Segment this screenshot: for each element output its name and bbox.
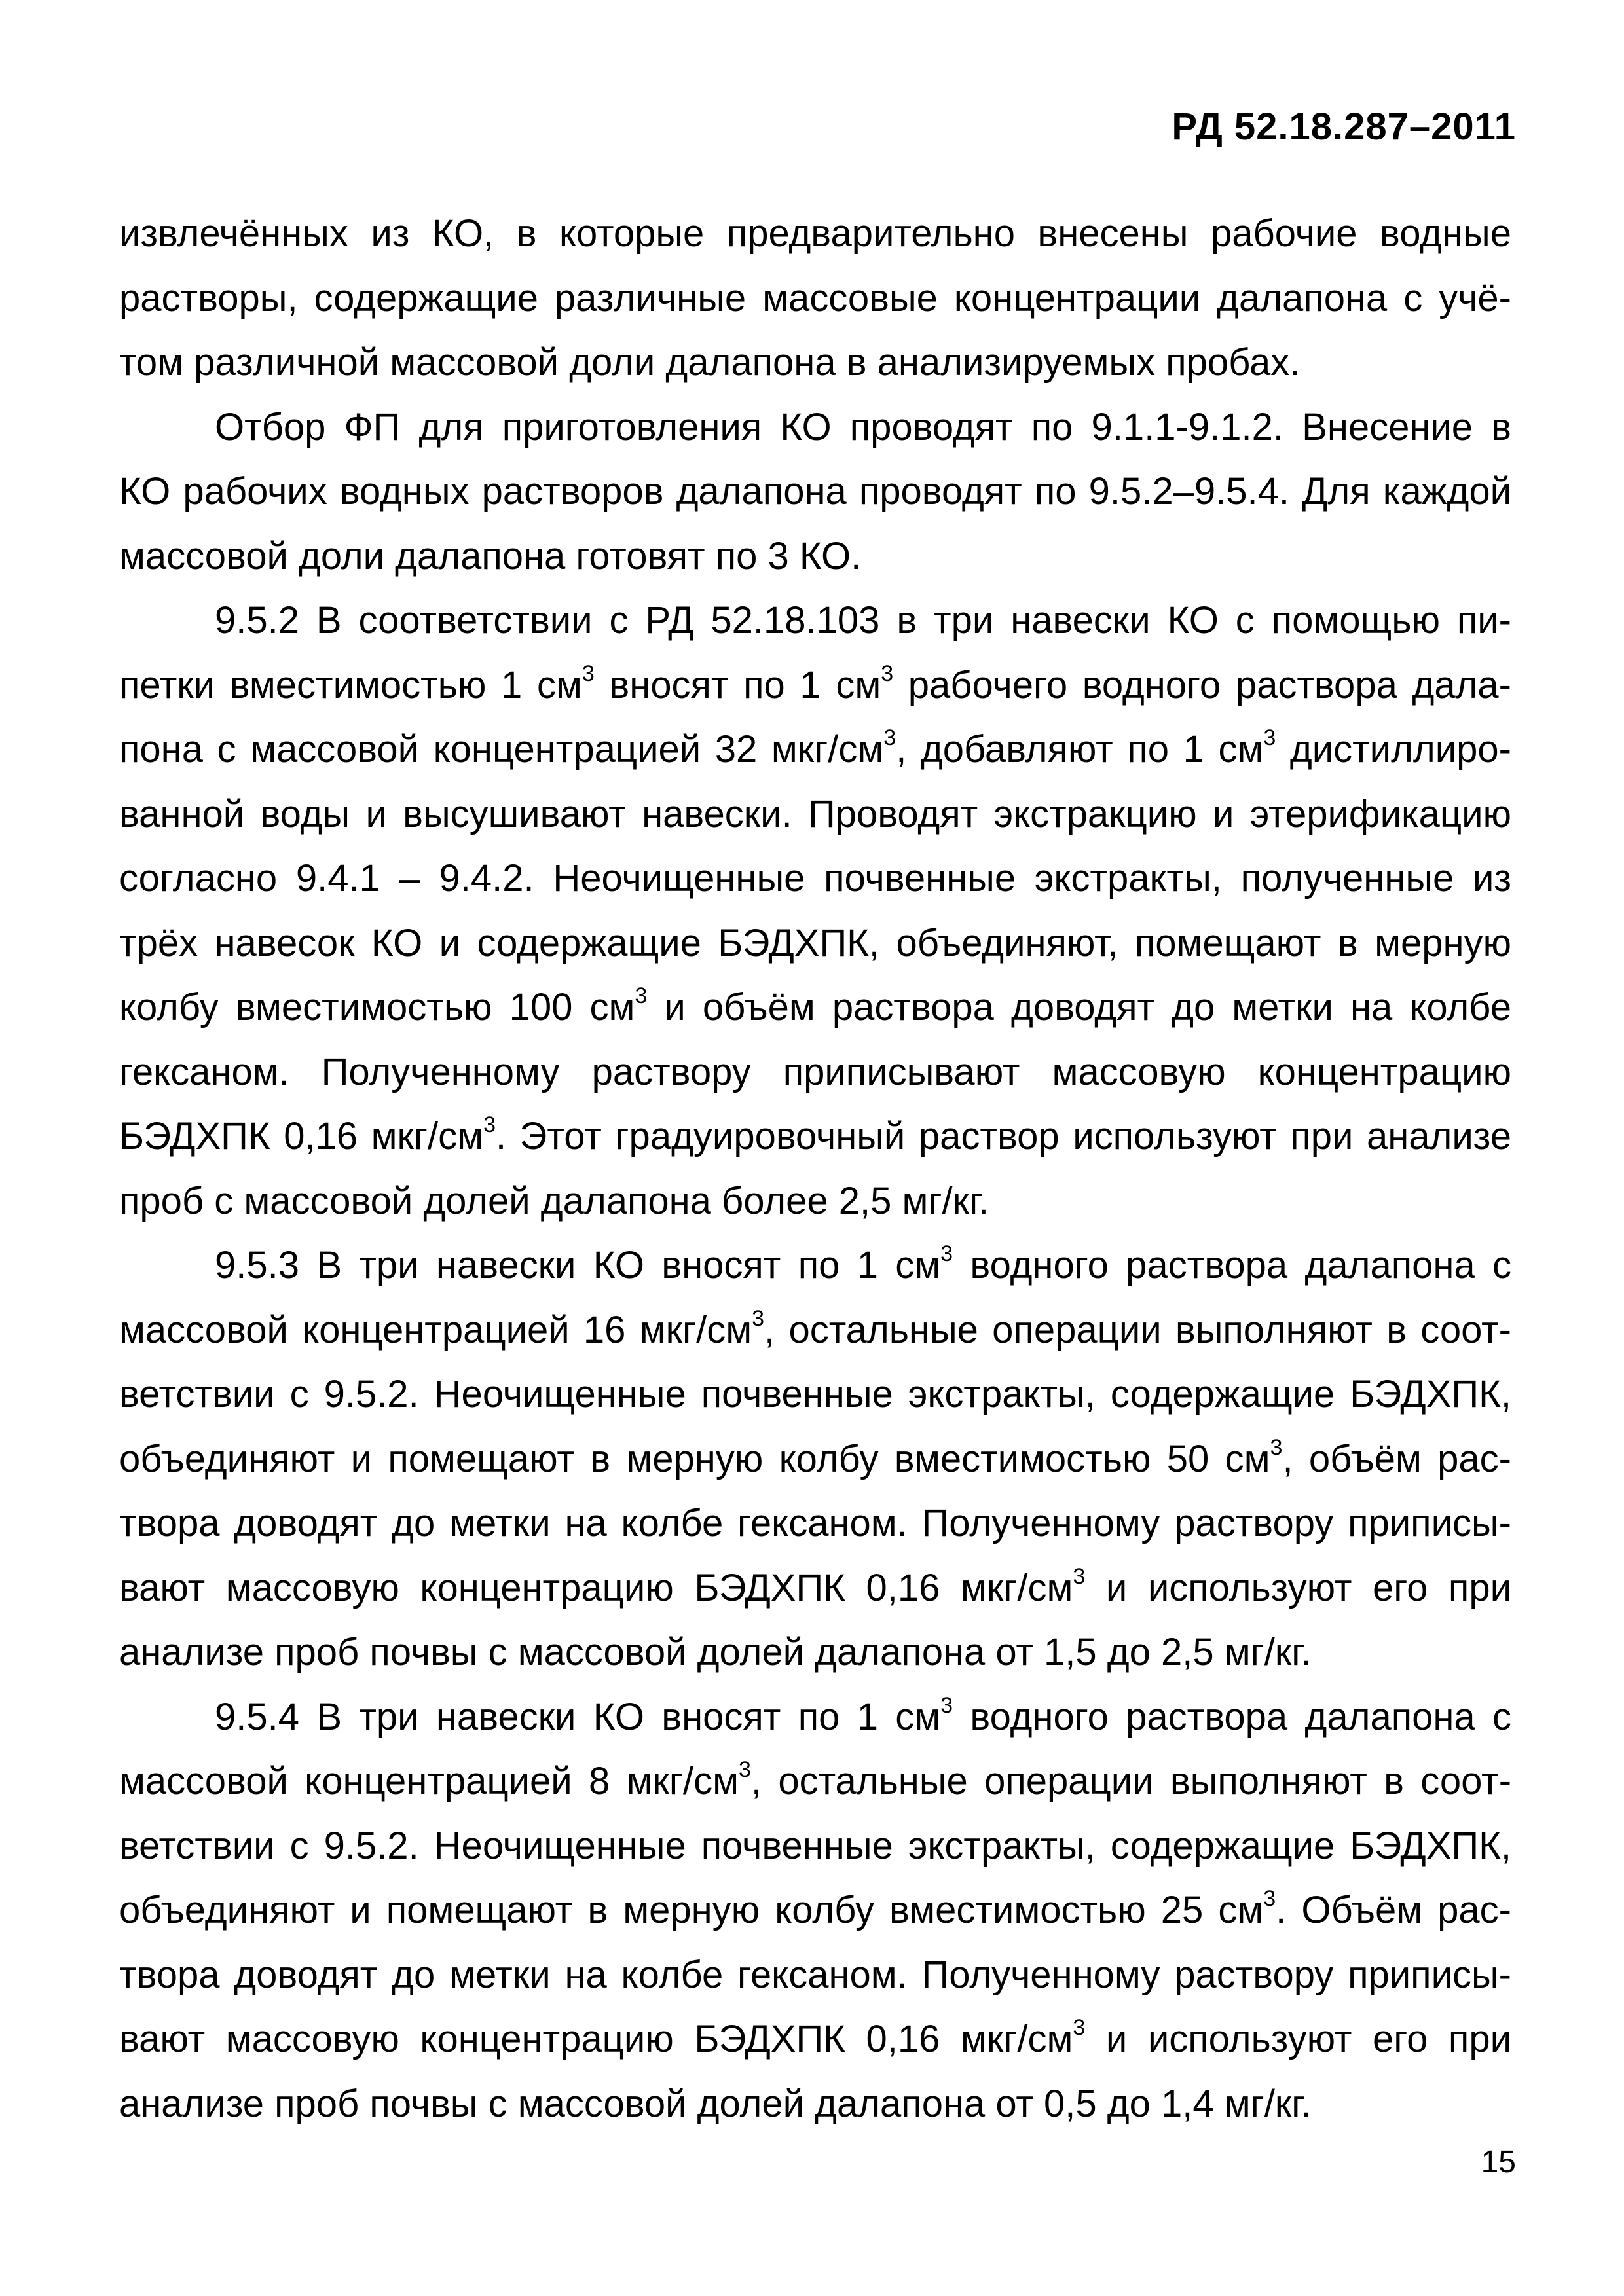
text-segment: . Объём рас-	[1276, 1889, 1511, 1931]
text-line: твора доводят до метки на колбе гексаном. Полученному раствору приписы-	[119, 1502, 1511, 1544]
text-segment: массовой концентрацией 8 мкг/см	[119, 1760, 739, 1802]
text-segment: объединяют и помещают в мерную колбу вместимостью 25 см	[119, 1889, 1264, 1931]
text-segment: вносят по 1 см	[594, 663, 881, 706]
text-line: 9.5.2 В соответствии с РД 52.18.103 в три навески КО с помощью пи-	[215, 599, 1511, 642]
text-line	[119, 975, 1511, 1040]
text-segment: БЭДХПК 0,16 мкг/см	[119, 1115, 484, 1157]
superscript: 3	[752, 1305, 765, 1331]
superscript: 3	[483, 1112, 496, 1137]
text-segment: и используют его при	[1085, 1566, 1511, 1609]
text-line: растворы, содержащие различные массовые концентрации далапона с учё-	[119, 276, 1511, 319]
text-line	[119, 1685, 1511, 1750]
superscript: 3	[1263, 1886, 1276, 1911]
text-line: извлечённых из КО, в которые предварительно внесены рабочие водные	[119, 212, 1511, 255]
text-line	[119, 1556, 1511, 1621]
text-segment: вают массовую концентрацию БЭДХПК 0,16 мкг/см	[119, 2018, 1073, 2060]
text-line	[119, 1427, 1511, 1492]
superscript: 3	[883, 725, 896, 750]
text-line: анализе проб почвы с массовой долей далапона от 0,5 до 1,4 мг/кг.	[119, 2082, 1312, 2125]
text-segment: пона с массовой концентрацией 32 мкг/см	[119, 728, 884, 771]
superscript: 3	[581, 661, 595, 686]
text-line: проб с массовой долей далапона более 2,5 мг/кг.	[119, 1179, 989, 1222]
text-line: согласно 9.4.1 – 9.4.2. Неочищенные почвенные экстракты, полученные из	[119, 857, 1511, 900]
text-line	[119, 653, 1511, 718]
text-segment: колбу вместимостью 100 см	[119, 986, 635, 1029]
text-segment: , объём рас-	[1282, 1437, 1511, 1480]
text-line: массовой доли далапона готовят по 3 КО.	[119, 534, 862, 577]
text-line	[119, 2007, 1511, 2072]
superscript: 3	[1270, 1434, 1283, 1460]
paragraph-9-5-3	[119, 1233, 1511, 1685]
text-line: том различной массовой доли далапона в анализируемых пробах.	[119, 341, 1301, 384]
text-line: анализе проб почвы с массовой долей далапона от 1,5 до 2,5 мг/кг.	[119, 1631, 1312, 1673]
text-line: гексаном. Полученному раствору приписывают массовую концентрацию	[119, 1050, 1511, 1093]
text-segment: 9.5.3 В три навески КО вносят по 1 см	[215, 1244, 941, 1286]
text-segment: вают массовую концентрацию БЭДХПК 0,16 мкг/см	[119, 1566, 1073, 1609]
superscript: 3	[1073, 2015, 1086, 2040]
superscript: 3	[881, 661, 894, 686]
text-segment: , добавляют по 1 см	[896, 728, 1264, 771]
text-segment: дистиллиро-	[1276, 728, 1511, 771]
text-line: ванной воды и высушивают навески. Проводят экстракцию и этерификацию	[119, 792, 1511, 835]
paragraph-9-5-4	[119, 1685, 1511, 2137]
text-segment: 9.5.4 В три навески КО вносят по 1 см	[215, 1695, 941, 1738]
superscript: 3	[940, 1692, 953, 1718]
paragraph-9-5-2	[119, 589, 1511, 1233]
text-segment: водного раствора далапона с	[953, 1695, 1511, 1738]
text-segment: объединяют и помещают в мерную колбу вместимостью 50 см	[119, 1437, 1270, 1480]
text-line	[119, 718, 1511, 782]
superscript: 3	[738, 1757, 751, 1782]
document-code-header: РД 52.18.287–2011	[1172, 105, 1516, 148]
text-line	[119, 1233, 1511, 1298]
text-line: КО рабочих водных растворов далапона проводят по 9.5.2–9.5.4. Для каждой	[119, 470, 1511, 513]
text-segment: рабочего водного раствора дала-	[893, 663, 1511, 706]
text-line	[119, 1878, 1511, 1943]
text-line	[119, 1298, 1511, 1363]
text-segment: массовой концентрацией 16 мкг/см	[119, 1308, 752, 1351]
text-line: ветствии с 9.5.2. Неочищенные почвенные экстракты, содержащие БЭДХПК,	[119, 1824, 1511, 1867]
text-segment: , остальные операции выполняют в соот-	[750, 1760, 1512, 1802]
text-segment: петки вместимостью 1 см	[119, 663, 582, 706]
superscript: 3	[940, 1241, 953, 1266]
text-line: Отбор ФП для приготовления КО проводят по 9.1.1-9.1.2. Внесение в	[215, 405, 1511, 448]
text-segment: . Этот градуировочный раствор используют при анализе	[495, 1115, 1512, 1157]
text-line: трёх навесок КО и содержащие БЭДХПК, объединяют, помещают в мерную	[119, 921, 1511, 964]
text-line	[119, 1749, 1511, 1814]
superscript: 3	[635, 983, 648, 1008]
text-segment: и используют его при	[1085, 2018, 1511, 2060]
text-segment: , остальные операции выполняют в соот-	[764, 1308, 1511, 1351]
paragraph-continuation	[119, 202, 1511, 395]
text-line: ветствии с 9.5.2. Неочищенные почвенные экстракты, содержащие БЭДХПК,	[119, 1373, 1511, 1415]
text-line: твора доводят до метки на колбе гексаном. Полученному раствору приписы-	[119, 1953, 1511, 1996]
superscript: 3	[1073, 1563, 1086, 1589]
superscript: 3	[1263, 725, 1276, 750]
page-number: 15	[1481, 2145, 1516, 2179]
paragraph-sampling	[119, 395, 1511, 589]
text-line	[119, 1104, 1511, 1169]
body-text	[119, 202, 1511, 2136]
text-segment: водного раствора далапона с	[953, 1244, 1511, 1286]
text-segment: и объём раствора доводят до метки на колбе	[647, 986, 1511, 1029]
